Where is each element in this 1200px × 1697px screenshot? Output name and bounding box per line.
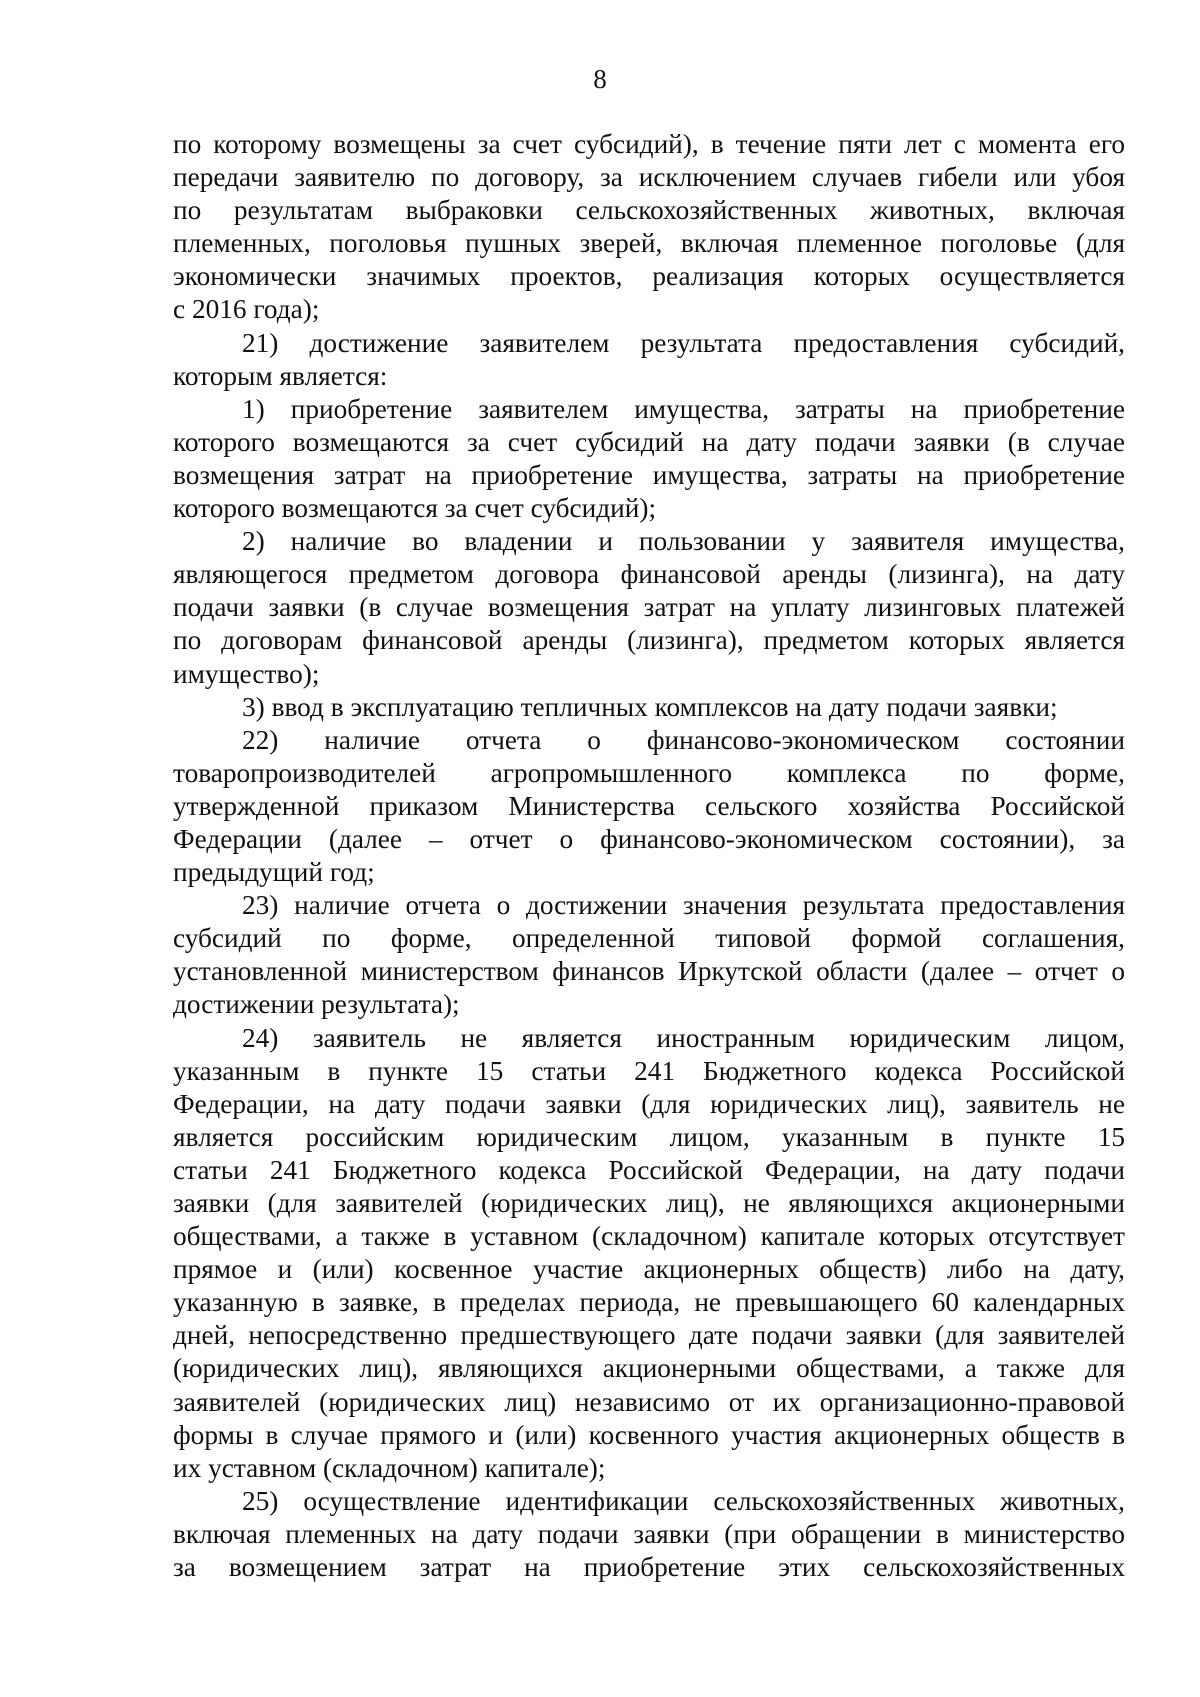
text-line: 3) ввод в эксплуатацию тепличных комплексов на дату подачи заявки;: [242, 691, 1058, 722]
text-line: племенных, поголовья пушных зверей, включая племенное поголовье (для: [173, 228, 1125, 259]
text-line: которого возмещаются за счет субсидий);: [173, 493, 657, 524]
text-line: статьи 241 Бюджетного кодекса Российской Федерации, на дату подачи: [173, 1154, 1125, 1185]
text-line: имущество);: [173, 658, 320, 689]
text-line: с 2016 года);: [173, 294, 320, 325]
text-line: передачи заявителю по договору, за исключением случаев гибели или убоя: [173, 162, 1125, 193]
text-line: по договорам финансовой аренды (лизинга), предметом которых является: [173, 625, 1125, 656]
text-line: которого возмещаются за счет субсидий на дату подачи заявки (в случае: [173, 426, 1125, 457]
text-line: указанную в заявке, в пределах периода, не превышающего 60 календарных: [173, 1287, 1125, 1318]
text-line: является российским юридическим лицом, указанным в пункте 15: [173, 1121, 1125, 1152]
text-line: заявителей (юридических лиц) независимо от их организационно-правовой: [173, 1386, 1125, 1417]
text-line: заявки (для заявителей (юридических лиц), не являющихся акционерными: [173, 1188, 1125, 1218]
text-line: по результатам выбраковки сельскохозяйственных животных, включая: [173, 195, 1125, 226]
page-number: 8: [593, 64, 607, 94]
text-line: возмещения затрат на приобретение имущества, затраты на приобретение: [173, 459, 1125, 490]
text-line: достижении результата);: [173, 989, 460, 1020]
text-line: 1) приобретение заявителем имущества, затраты на приобретение: [242, 393, 1125, 424]
text-line: которым является:: [173, 360, 388, 391]
text-line: субсидий по форме, определенной типовой формой соглашения,: [173, 923, 1125, 954]
text-line: 22) наличие отчета о финансово-экономическом состоянии: [242, 724, 1125, 755]
text-line: 2) наличие во владении и пользовании у заявителя имущества,: [242, 526, 1125, 557]
text-line: являющегося предметом договора финансовой аренды (лизинга), на дату: [173, 559, 1125, 590]
document-body: [173, 128, 1125, 1584]
text-line: товаропроизводителей агропромышленного комплекса по форме,: [173, 757, 1125, 788]
text-line: подачи заявки (в случае возмещения затрат на уплату лизинговых платежей: [173, 592, 1125, 623]
text-line: экономически значимых проектов, реализация которых осуществляется: [173, 261, 1125, 292]
text-line: по которому возмещены за счет субсидий), в течение пяти лет с момента его: [173, 129, 1125, 159]
text-line: 24) заявитель не является иностранным юридическим лицом,: [242, 1022, 1125, 1053]
text-line: формы в случае прямого и (или) косвенного участия акционерных обществ в: [173, 1419, 1125, 1450]
text-line: указанным в пункте 15 статьи 241 Бюджетного кодекса Российской: [173, 1055, 1125, 1086]
text-line: их уставном (складочном) капитале);: [173, 1452, 606, 1483]
text-line: 23) наличие отчета о достижении значения результата предоставления: [242, 890, 1125, 921]
text-line: включая племенных на дату подачи заявки (при обращении в министерство: [173, 1518, 1125, 1549]
text-line: 21) достижение заявителем результата предоставления субсидий,: [242, 327, 1125, 358]
text-line: за возмещением затрат на приобретение этих сельскохозяйственных: [173, 1552, 1125, 1583]
text-line: 25) осуществление идентификации сельскохозяйственных животных,: [242, 1485, 1125, 1516]
text-line: Федерации, на дату подачи заявки (для юридических лиц), заявитель не: [173, 1088, 1125, 1119]
text-line: (юридических лиц), являющихся акционерными обществами, а также для: [173, 1353, 1125, 1384]
text-line: прямое и (или) косвенное участие акционерных обществ) либо на дату,: [173, 1254, 1125, 1285]
text-line: установленной министерством финансов Иркутской области (далее – отчет о: [173, 956, 1125, 987]
text-line: предыдущий год;: [173, 857, 375, 888]
text-line: дней, непосредственно предшествующего дате подачи заявки (для заявителей: [173, 1320, 1125, 1351]
text-line: утвержденной приказом Министерства сельского хозяйства Российской: [173, 790, 1125, 821]
text-line: обществами, а также в уставном (складочном) капитале которых отсутствует: [173, 1221, 1125, 1252]
text-line: Федерации (далее – отчет о финансово-экономическом состоянии), за: [173, 823, 1125, 854]
